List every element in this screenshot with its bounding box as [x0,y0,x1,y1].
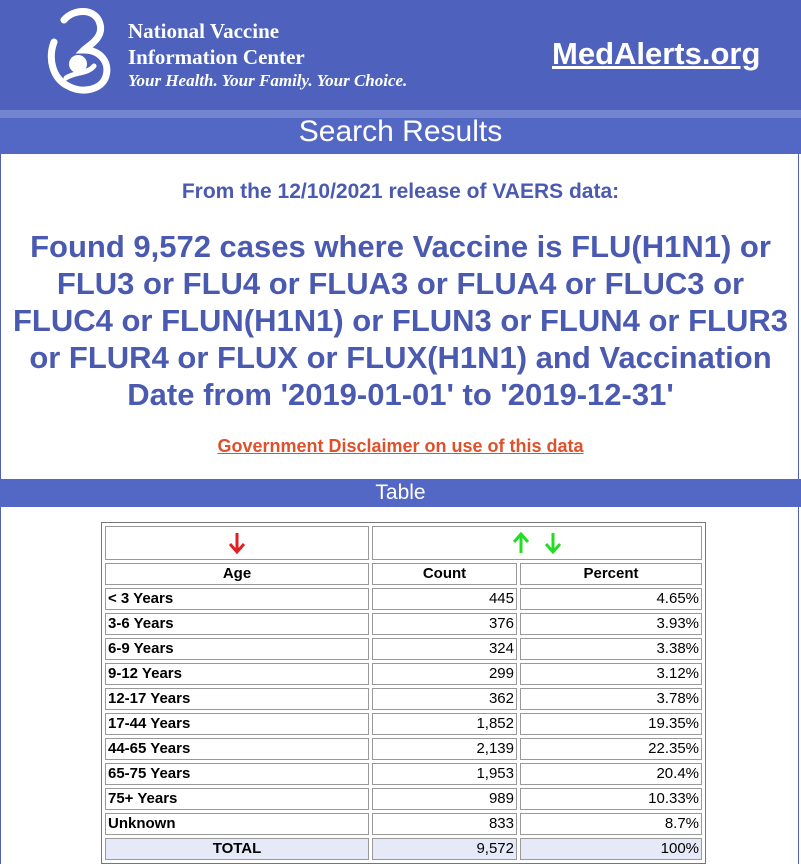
total-count: 9,572 [372,838,517,860]
sort-row [105,526,702,560]
row-count-cell: 833 [372,813,517,835]
row-age-cell: 65-75 Years [105,763,369,785]
table-body [105,588,702,835]
release-text: From the 12/10/2021 release of VAERS data: [181,180,620,203]
row-age-cell: 75+ Years [105,788,369,810]
table-row [105,663,702,685]
row-age-cell: 3-6 Years [105,613,369,635]
row-age-cell: 44-65 Years [105,738,369,760]
row-age-cell: < 3 Years [105,588,369,610]
row-count-cell: 299 [372,663,517,685]
total-row [105,838,702,860]
row-age-cell: 12-17 Years [105,688,369,710]
table-row [105,763,702,785]
found-summary: Found 9,572 cases where Vaccine is FLU(H1N1) or FLU3 or FLU4 or FLUA3 or FLUA4 or FLUC3 or FLUC4 or FLUN(H1N1) or FLUN3 or FLUN4 or FLUR3 or FLUR4 or FLUX or FLUX(H1N1) and Vaccination Date from '2019-01-01' to '2019-12-31' [13,229,788,412]
row-percent-cell: 22.35% [520,738,702,760]
row-percent-cell: 3.78% [520,688,702,710]
row-count-cell: 1,852 [372,713,517,735]
org-name [128,18,305,70]
tagline: Your Health. Your Family. Your Choice. [128,71,408,90]
row-percent-cell: 3.38% [520,638,702,660]
row-age-cell: Unknown [105,813,369,835]
table-row [105,738,702,760]
row-count-cell: 376 [372,613,517,635]
org-name-line1: National Vaccine [128,19,280,43]
column-header-percent: Percent [520,563,702,585]
sort-down-green-icon[interactable] [543,531,563,555]
nvic-logo-icon [44,6,114,94]
row-count-cell: 362 [372,688,517,710]
disclaimer-link[interactable]: Government Disclaimer on use of this data [217,436,584,456]
table-row [105,688,702,710]
medalerts-link[interactable]: MedAlerts.org [552,36,761,71]
disclaimer-container [0,436,801,457]
org-name-line2: Information Center [128,45,305,69]
row-count-cell: 324 [372,638,517,660]
row-count-cell: 445 [372,588,517,610]
row-percent-cell: 20.4% [520,763,702,785]
row-percent-cell: 4.65% [520,588,702,610]
table-row [105,638,702,660]
column-header-age: Age [105,563,369,585]
section-title: Table [0,479,801,507]
table-row [105,788,702,810]
total-label: TOTAL [105,838,369,860]
row-count-cell: 989 [372,788,517,810]
age-sort-cell [105,526,369,560]
row-percent-cell: 8.7% [520,813,702,835]
results-table [101,522,706,864]
page-title: Search Results [298,115,503,148]
table-row [105,713,702,735]
table-row [105,613,702,635]
sort-down-red-icon[interactable] [227,531,247,555]
row-percent-cell: 3.12% [520,663,702,685]
column-header-row [105,563,702,585]
site-header [0,0,801,110]
row-count-cell: 2,139 [372,738,517,760]
row-percent-cell: 10.33% [520,788,702,810]
row-age-cell: 17-44 Years [105,713,369,735]
table-row [105,813,702,835]
row-count-cell: 1,953 [372,763,517,785]
table-row [105,588,702,610]
results-table-wrap [101,522,701,864]
row-percent-cell: 3.93% [520,613,702,635]
count-sort-cell [372,526,702,560]
row-percent-cell: 19.35% [520,713,702,735]
total-percent: 100% [520,838,702,860]
column-header-count: Count [372,563,517,585]
row-age-cell: 9-12 Years [105,663,369,685]
sort-up-green-icon[interactable] [511,531,531,555]
row-age-cell: 6-9 Years [105,638,369,660]
